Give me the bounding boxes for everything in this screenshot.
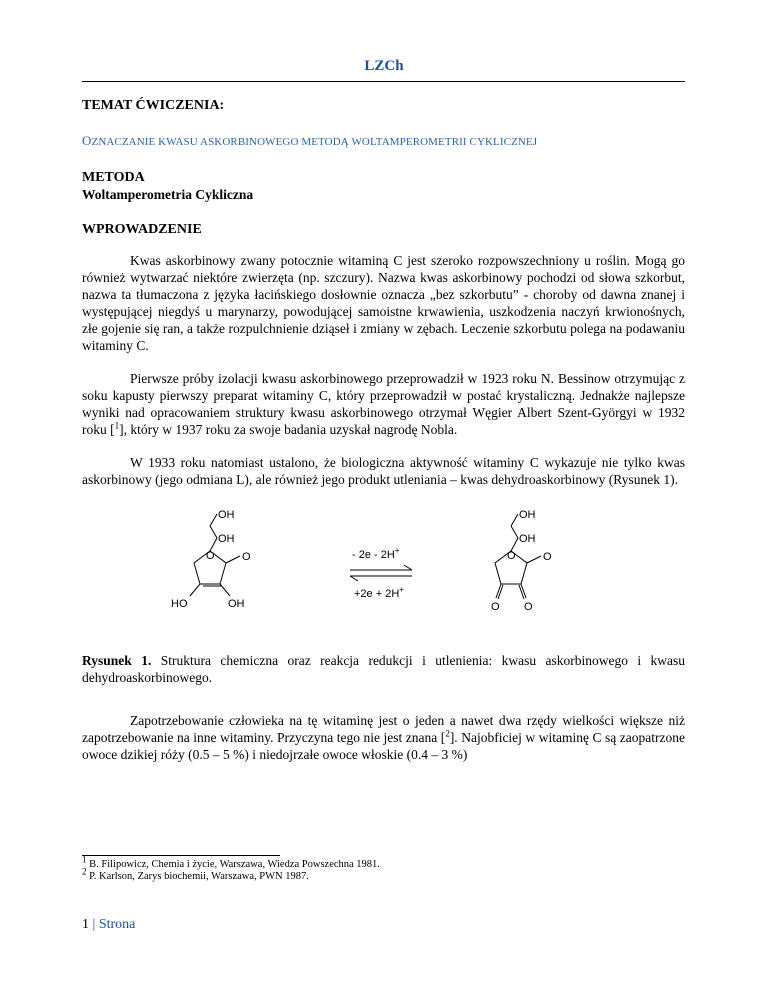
running-header: LZCh xyxy=(364,58,404,74)
right-ring-o: O xyxy=(507,550,516,562)
footer-label: Strona xyxy=(98,917,136,932)
left-carbonyl-o: O xyxy=(242,551,251,563)
footnote-1-text: B. Filipowicz, Chemia i życie, Warszawa, Wiedza Powszechna 1981. xyxy=(86,859,380,870)
footnotes xyxy=(82,854,685,883)
caption-text: Struktura chemiczna oraz reakcja redukcji i utlenienia: kwasu askorbinowego i kwasu dehydroaskorbinowego. xyxy=(82,653,686,685)
left-oh-top: OH xyxy=(218,509,235,521)
footnote-separator xyxy=(82,855,280,856)
method-section xyxy=(82,169,685,203)
topic-subtitle-initial: O xyxy=(82,133,92,148)
left-ring-o: O xyxy=(206,550,215,562)
oxidation-label: - 2e - 2H+ xyxy=(352,546,400,561)
right-o-right: O xyxy=(524,601,533,613)
equilibrium-arrows xyxy=(350,565,412,581)
topic-heading: TEMAT ĆWICZENIA: xyxy=(82,98,225,113)
method-name: Woltamperometria Cykliczna xyxy=(82,187,254,202)
right-oh-top: OH xyxy=(519,509,536,521)
paragraph-4-text-a: Zapotrzebowanie człowieka na tę witaminę jest o jeden a nawet dwa rzędy wielkości większe niż zapotrzebowanie na inne witaminy. Przyczyna tego nie jest znana [ xyxy=(82,713,685,745)
page-number: 1 xyxy=(82,917,89,932)
reaction-diagram xyxy=(82,506,685,636)
page-footer xyxy=(82,917,135,933)
footnote-ref-1[interactable]: 1 xyxy=(114,420,120,431)
dehydroascorbic-acid-structure xyxy=(495,514,541,599)
footnote-1 xyxy=(82,854,685,871)
method-heading: METODA xyxy=(82,170,145,185)
paragraph-3: W 1933 roku natomiast ustalono, że biologiczna aktywność witaminy C wykazuje nie tylko kwas askorbinowy (jego odmiana L), ale również jego produkt utleniania – kwas dehydroaskorbinowy (Rysunek 1). xyxy=(82,455,685,487)
right-o-left: O xyxy=(491,601,500,613)
footnote-1-number: 1 xyxy=(82,854,87,865)
footer-separator: | xyxy=(92,917,96,932)
footnote-ref-2[interactable]: 2 xyxy=(445,728,450,739)
header-rule xyxy=(82,81,685,82)
paragraph-4 xyxy=(82,712,685,763)
paragraph-4-text-b: ]. Najobficiej w witaminę C są zaopatrzone owoce dzikiej róży (0.5 – 5 %) i niedojrzałe owoce włoskie (0.4 – 3 %) xyxy=(82,730,685,762)
caption-label: Rysunek 1. xyxy=(82,653,152,668)
paragraph-2-text-a: Pierwsze próby izolacji kwasu askorbinowego przeprowadził w 1923 roku N. Bessinow otrzymując z soku kapusty pierwszy preparat witaminy C, który przeprowadził w postać krystaliczną. Jednakże najlepsze wyniki nad opracowaniem struktury kwasu askorbinowego otrzymał Węgier Albert Szent-Györgyi w 1932 roku [ xyxy=(82,371,685,437)
reduction-label: +2e + 2H+ xyxy=(354,585,404,600)
intro-heading: WPROWADZENIE xyxy=(82,222,202,237)
reaction-figure xyxy=(82,506,685,636)
topic-subtitle-rest: ZNACZANIE KWASU ASKORBINOWEGO METODĄ WOLTAMPEROMETRII CYKLICZNEJ xyxy=(91,136,538,148)
right-carbonyl-o: O xyxy=(543,551,552,563)
left-ho: HO xyxy=(171,598,188,610)
footnote-2-text: P. Karlson, Zarys biochemii, Warszawa, PWN 1987. xyxy=(86,871,309,882)
footnote-2-number: 2 xyxy=(82,866,87,877)
right-oh-mid: OH xyxy=(519,533,536,545)
paragraph-1: Kwas askorbinowy zwany potocznie witaminą C jest szeroko rozpowszechniony u roślin. Mogą go również wytwarzać niektóre zwierzęta (np. szczury). Nazwa kwas askorbinowy pochodzi od słowa szkorbut, nazwa ta tłumaczona z języka łacińskiego dosłownie oznacza „bez szkorbutu” - choroby od dawna znanej i występującej niegdyś u marynarzy, powodującej samoistne krwawienia, uszkodzenia naczyń krwionośnych, złe gojenie się ran, a także rozpulchnienie dziąseł i zmiany w zębach. Leczenie szkorbutu polega na podawaniu witaminy C. xyxy=(82,253,685,353)
footnote-2 xyxy=(82,866,685,883)
ascorbic-acid-structure xyxy=(190,514,240,596)
left-oh-mid: OH xyxy=(218,533,235,545)
topic-subtitle xyxy=(82,132,685,151)
paragraph-2 xyxy=(82,370,685,438)
page-content xyxy=(82,97,685,763)
paragraph-2-text-b: ], który w 1937 roku za swoje badania uzyskał nagrodę Nobla. xyxy=(119,422,458,437)
left-oh-bottom: OH xyxy=(228,598,245,610)
figure-caption xyxy=(82,652,685,686)
